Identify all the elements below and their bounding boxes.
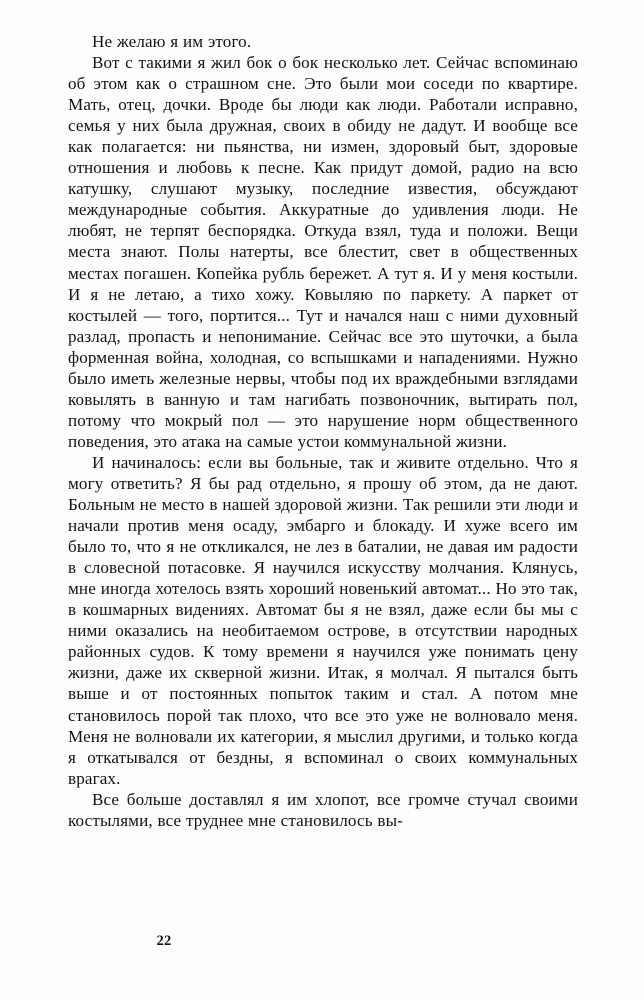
paragraph: Все больше доставлял я им хлопот, все громче стучал своими костылями, все труднее мне становилось вы- [68, 789, 578, 830]
paragraph: Вот с такими я жил бок о бок несколько лет. Сейчас вспоминаю об этом как о страшном сне. Это были мои соседи по квартире. Мать, отец, дочки. Вроде бы люди как люди. Работали исправно, семья у них была дружная, своих в обиду не дадут. И вообще все как полагается: ни пьянства, ни измен, здоровый быт, здоровые отношения и любовь к песне. Как придут домой, радио на всю катушку, слушают музыку, последние известия, обсуждают международные события. Аккуратные до удивления люди. Не любят, не терпят беспорядка. Откуда взял, туда и положи. Вещи места знают. Полы натерты, все блестит, свет в общественных местах погашен. Копейка рубль бережет. А тут я. И у меня костыли. И я не летаю, а тихо хожу. Ковыляю по паркету. А паркет от костылей — того, портится... Тут и начался наш с ними духовный разлад, пропасть и непонимание. Сейчас все это шуточки, а была форменная война, холодная, со вспышками и нападениями. Нужно было иметь железные нервы, чтобы под их враждебными взглядами ковылять в ванную и там нагибать позвоночник, вытирать пол, потому что мокрый пол — это нарушение норм общественного поведения, это атака на самые устои коммунальной жизни. [68, 53, 578, 451]
paragraph: Не желаю я им этого. [92, 32, 252, 51]
body-text-column [68, 31, 578, 831]
paragraph: И начиналось: если вы больные, так и живите отдельно. Что я могу ответить? Я бы рад отдельно, я прошу об этом, да не дают. Больным не место в нашей здоровой жизни. Так решили эти люди и начали против меня осаду, эмбарго и блокаду. И хуже всего им было то, что я не откликался, не лез в баталии, не давая им радости в словесной потасовке. Я научился искусству молчания. Клянусь, мне иногда хотелось взять хороший новенький автомат... Но это так, в кошмарных видениях. Автомат бы я не взял, даже если бы мы с ними оказались на необитаемом острове, в отсутствии народных районных судов. К тому времени я научился уже понимать цену жизни, даже их скверной жизни. Итак, я молчал. Я пытался быть выше и от постоянных попыток таким и стал. А потом мне становилось порой так плохо, что все это уже не волновало меня. Меня не волновали их категории, я мыслил другими, и только когда я откатывался от бездны, я вспоминал о своих коммунальных врагах. [68, 452, 578, 788]
page-number: 22 [156, 933, 172, 949]
